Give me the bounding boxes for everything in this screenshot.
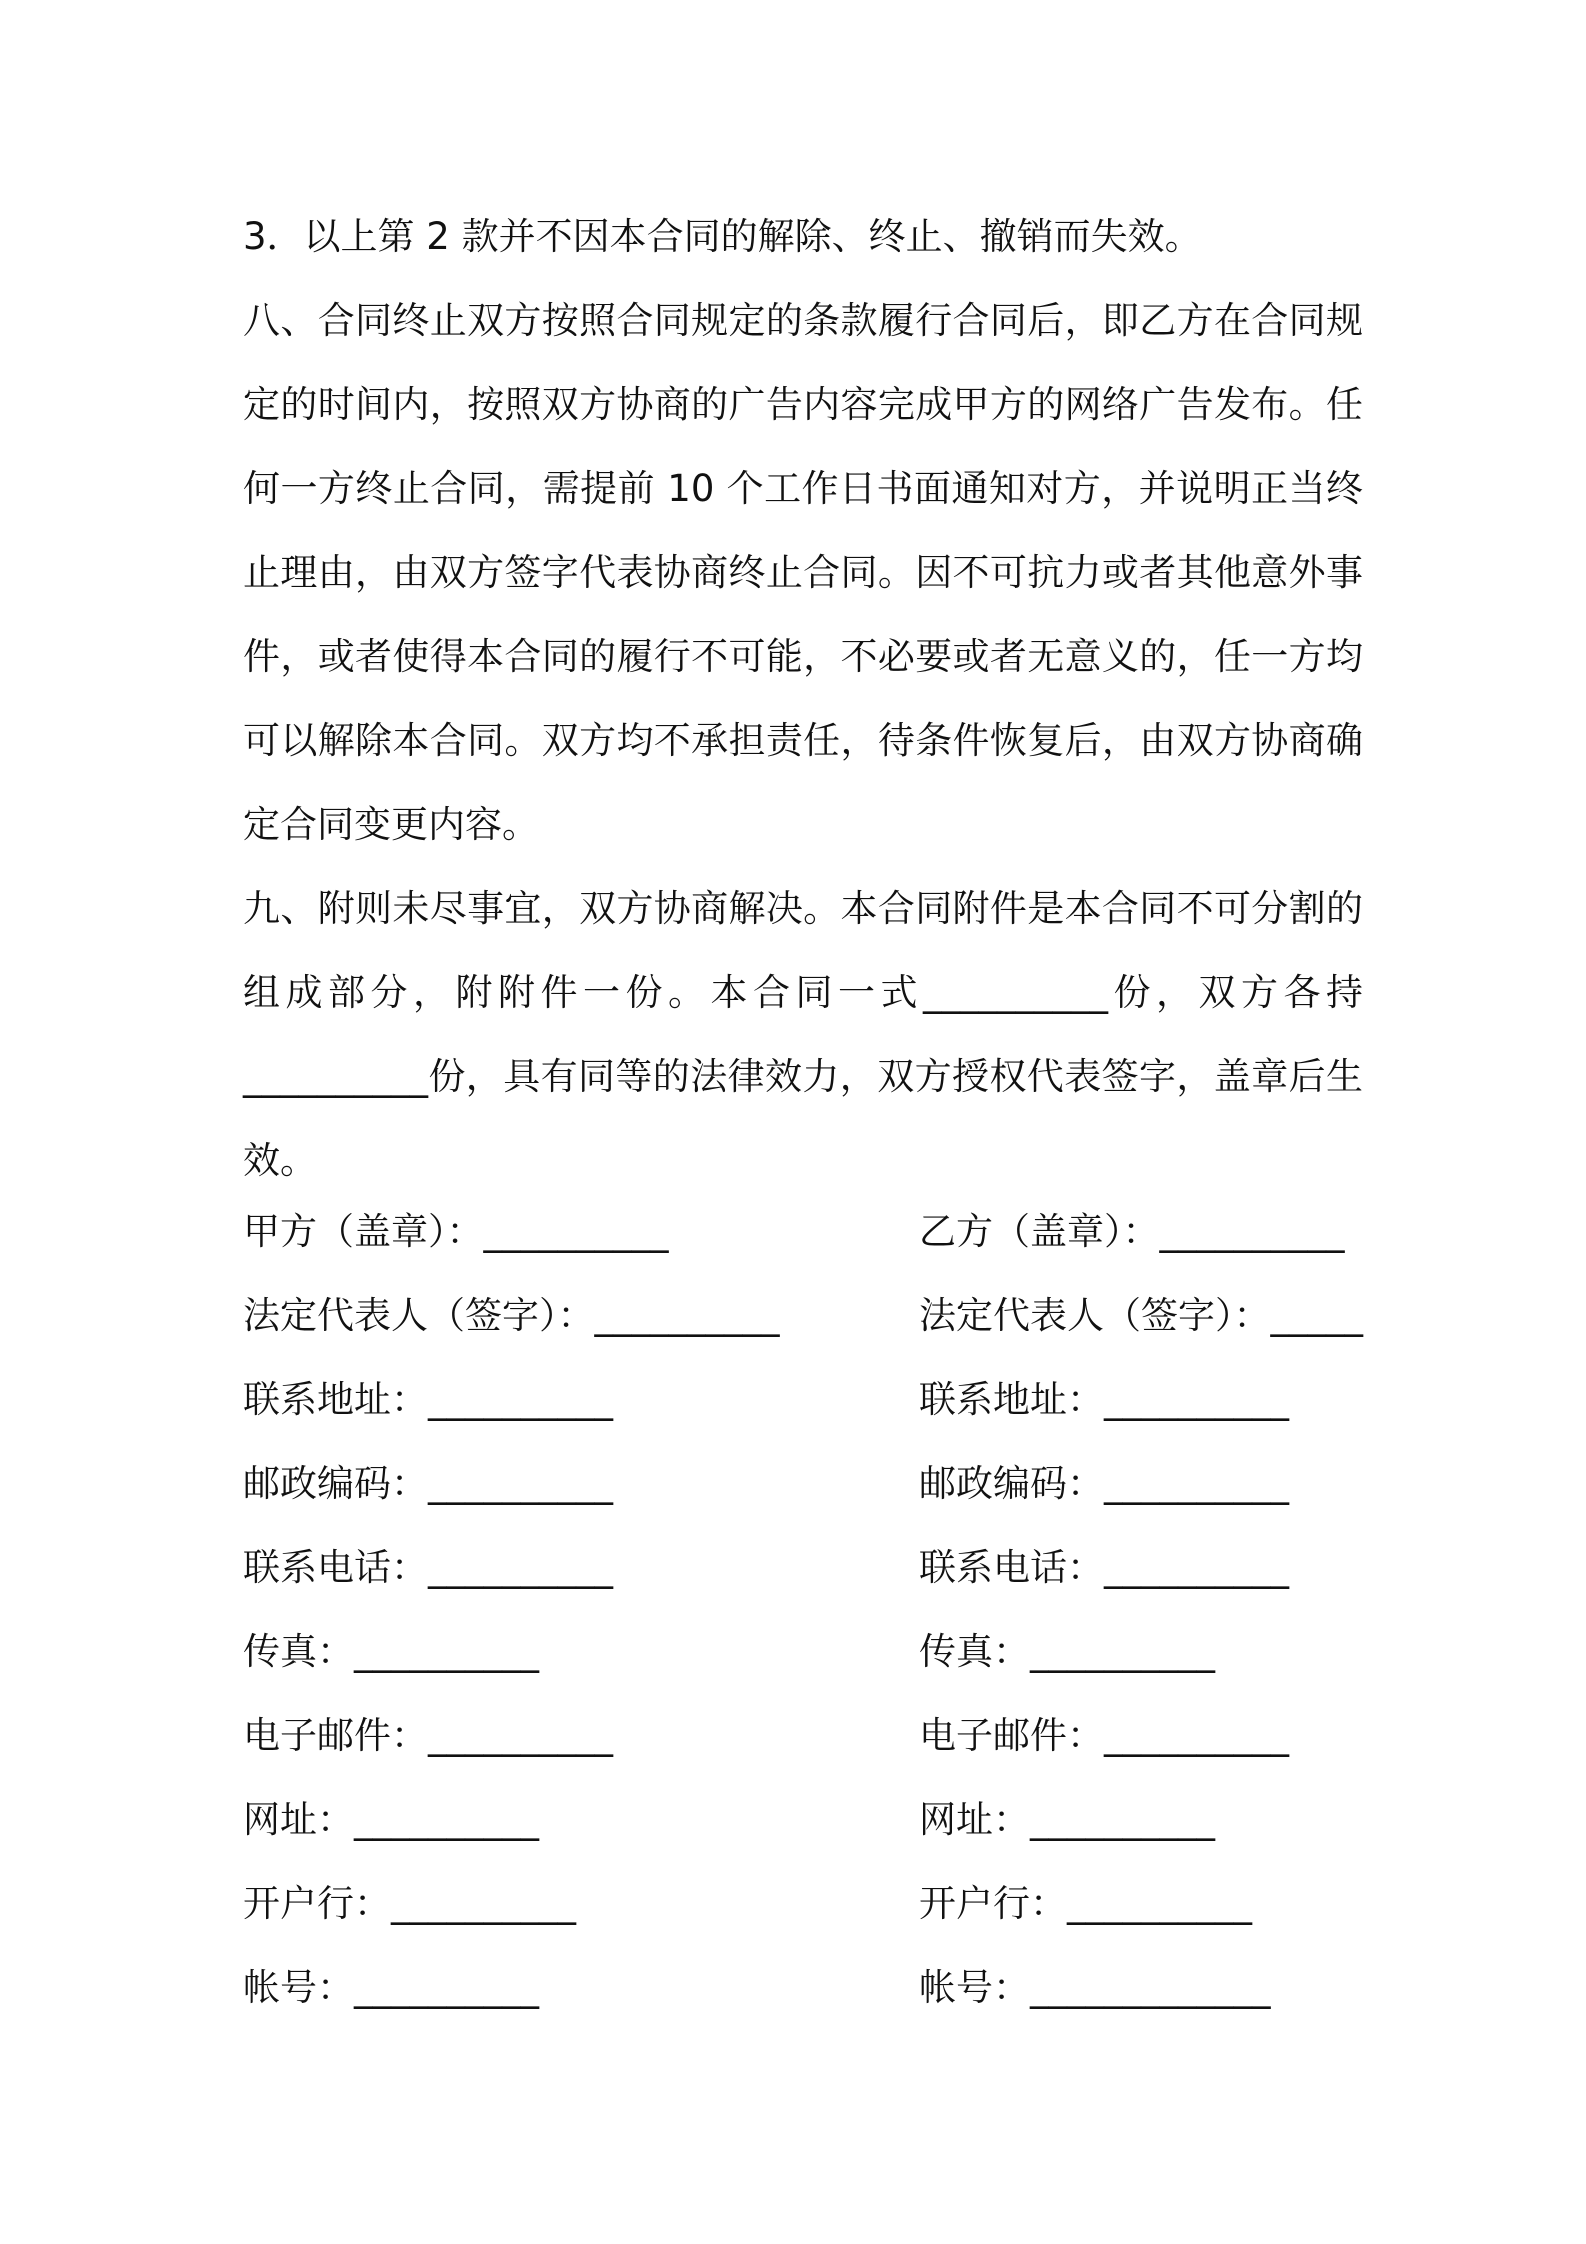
party-b-bank: 开户行：__________ [919, 1882, 1252, 1925]
signature-row-account [243, 1946, 1363, 2030]
party-a-bank: 开户行：__________ [243, 1882, 576, 1925]
signature-row-phone [243, 1526, 1363, 1610]
party-b-account: 帐号：_____________ [919, 1966, 1271, 2009]
signature-row-postcode [243, 1442, 1363, 1526]
party-b-fax: 传真：__________ [919, 1630, 1215, 1673]
party-a-account: 帐号：__________ [243, 1966, 539, 2009]
signature-block [243, 1190, 1363, 2030]
signature-row-seal [243, 1190, 1363, 1274]
party-a-address: 联系地址：__________ [243, 1378, 613, 1421]
contract-body [243, 195, 1363, 1203]
signature-row-email [243, 1694, 1363, 1778]
party-b-seal: 乙方（盖章）：__________ [919, 1210, 1345, 1253]
signature-row-bank [243, 1862, 1363, 1946]
party-a-fax: 传真：__________ [243, 1630, 539, 1673]
signature-row-fax [243, 1610, 1363, 1694]
party-a-email: 电子邮件：__________ [243, 1714, 613, 1757]
party-a-website: 网址：__________ [243, 1798, 539, 1841]
signature-row-address [243, 1358, 1363, 1442]
signature-row-representative [243, 1274, 1363, 1358]
party-b-phone: 联系电话：__________ [919, 1546, 1289, 1589]
party-b-address: 联系地址：__________ [919, 1378, 1289, 1421]
party-b-website: 网址：__________ [919, 1798, 1215, 1841]
clause-8-termination: 八、合同终止双方按照合同规定的条款履行合同后，即乙方在合同规定的时间内，按照双方协商的广告内容完成甲方的网络广告发布。任何一方终止合同，需提前 10 个工作日书面通知对方，并说明正当终止理由，由双方签字代表协商终止合同。因不可抗力或者其他意外事件，或者使得本合同的履行不可能，不必要或者无意义的，任一方均可以解除本合同。双方均不承担责任，待条件恢复后，由双方协商确定合同变更内容。 [243, 299, 1363, 846]
party-a-representative: 法定代表人（签字）：__________ [243, 1294, 780, 1337]
signature-row-website [243, 1778, 1363, 1862]
party-b-postcode: 邮政编码：__________ [919, 1462, 1289, 1505]
party-a-seal: 甲方（盖章）：__________ [243, 1210, 669, 1253]
party-b-representative: 法定代表人（签字）：_____ [919, 1294, 1363, 1337]
party-a-phone: 联系电话：__________ [243, 1546, 613, 1589]
party-b-email: 电子邮件：__________ [919, 1714, 1289, 1757]
clause-3-text: 3．以上第 2 款并不因本合同的解除、终止、撤销而失效。 [243, 215, 1202, 258]
clause-9-supplementary: 九、附则未尽事宜，双方协商解决。本合同附件是本合同不可分割的组成部分，附附件一份。本合同一式__________份，双方各持__________份，具有同等的法律效力，双方授权代表签字，盖章后生效。 [243, 887, 1363, 1182]
party-a-postcode: 邮政编码：__________ [243, 1462, 613, 1505]
